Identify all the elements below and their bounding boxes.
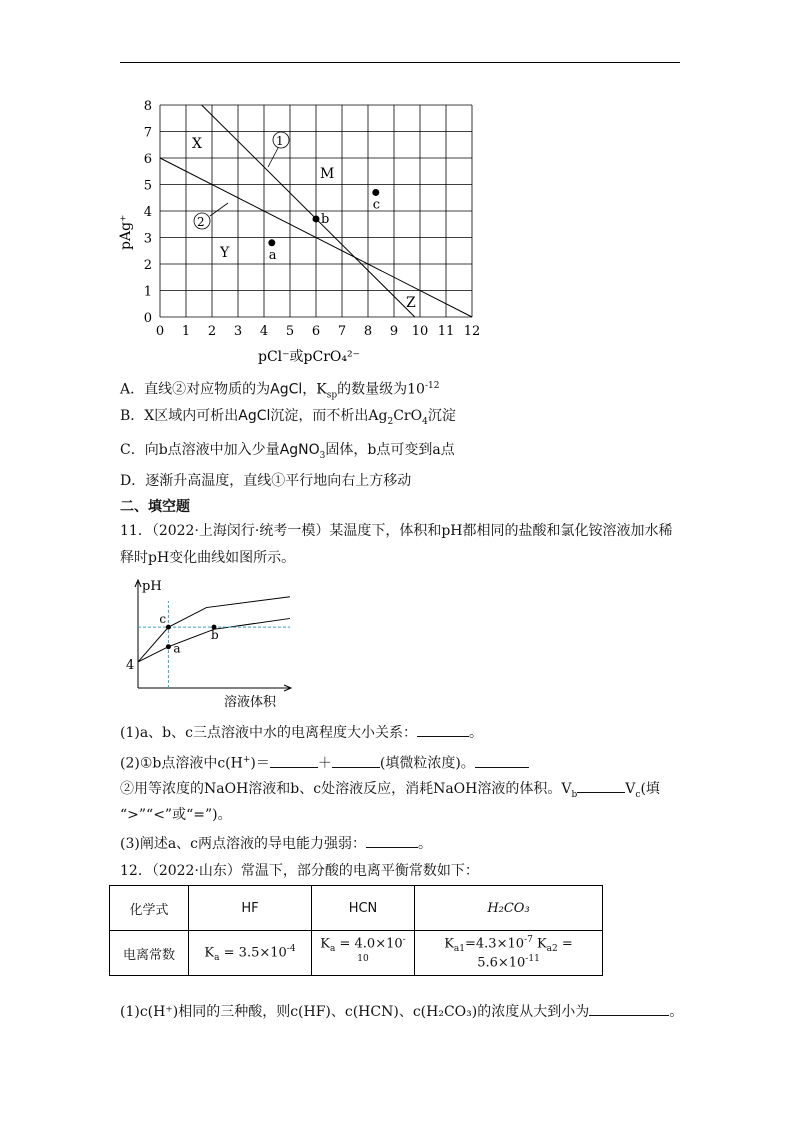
data-point — [166, 625, 171, 630]
section-heading: 二、填空题 — [120, 499, 190, 515]
q11-part4: (3)阐述a、c两点溶液的导电能力强弱： 。 — [120, 833, 432, 854]
chart1-points — [268, 189, 380, 263]
chart1-grid — [160, 105, 472, 317]
precipitation-chart — [118, 95, 500, 370]
line2-label: 2 — [197, 215, 205, 229]
table-header-cell: 化学式 — [110, 886, 189, 931]
q11-part3-cont: “>”“<”或“=”)。 — [120, 807, 232, 823]
x-tick-label: 2 — [207, 324, 217, 339]
line2-pointer — [210, 203, 228, 216]
y-tick-label: 6 — [143, 152, 152, 167]
q12-part1: (1)c(H⁺)相同的三种酸，则c(HF)、c(HCN)、c(H₂CO₃)的浓度从大到小为 。 — [120, 1001, 683, 1022]
point-label: b — [211, 628, 219, 643]
chart1-ylabel: pAg⁺ — [118, 214, 134, 250]
point-label: a — [173, 641, 181, 656]
y-tick-label: 0 — [143, 311, 152, 326]
x-tick-label: 5 — [285, 324, 295, 339]
point-label: c — [372, 197, 381, 213]
option-d: D．逐渐升高温度，直线①平行地向右上方移动 — [120, 473, 412, 489]
x-tick-label: 0 — [155, 324, 165, 339]
answer-blank-7[interactable] — [589, 1001, 669, 1016]
answer-blank-3[interactable] — [332, 753, 380, 768]
x-tick-label: 9 — [389, 324, 399, 339]
answer-blank-2[interactable] — [270, 753, 318, 768]
line1-pointer — [268, 148, 278, 167]
x-tick-label: 12 — [463, 324, 481, 339]
region-y: Y — [220, 245, 230, 261]
point-label: b — [321, 211, 330, 227]
table-row — [110, 931, 603, 976]
option-a: A．直线②对应物质的为AgCl，$K_{sp}$的数量级为$10^{-12}$ — [120, 381, 440, 401]
chart2-ylabel: pH — [142, 579, 162, 594]
data-point — [268, 239, 275, 246]
chart2-xlabel: 溶液体积 — [224, 695, 277, 710]
chart2-ytick: 4 — [126, 658, 135, 673]
q11-part2: (2)①b点溶液中c(H+)＝ ＋ (填微粒浓度)。 — [120, 750, 529, 774]
point-label: a — [268, 247, 277, 263]
q12-line1: 12．（2022·山东）常温下，部分酸的电离平衡常数如下： — [120, 863, 479, 879]
region-x: X — [192, 136, 202, 152]
line1-label: 1 — [276, 134, 284, 148]
answer-blank-1[interactable] — [417, 722, 469, 737]
option-b: B．X区域内可析出AgCl沉淀，而不析出$Ag_2CrO_4$沉淀 — [120, 408, 456, 427]
x-tick-label: 7 — [337, 324, 347, 339]
table-header-cell: HCN — [312, 886, 415, 931]
option-c: C．向b点溶液中加入少量AgNO$_3$固体，b点可变到a点 — [120, 442, 455, 461]
point-label: c — [159, 612, 167, 627]
y-tick-label: 3 — [143, 231, 152, 247]
table-cell-hf: $K_a = 3.5\times 10^{-4}$ — [189, 931, 312, 976]
y-tick-label: 5 — [143, 178, 152, 194]
answer-blank-4[interactable] — [475, 753, 529, 768]
x-tick-label: 3 — [233, 324, 243, 339]
ionization-constants-table — [109, 885, 603, 976]
q11-line1: 11．（2022·上海闵行·统考一模）某温度下，体积和pH都相同的盐酸和氯化铵溶液加水稀 — [120, 523, 673, 539]
x-tick-label: 8 — [363, 324, 373, 339]
q11-line2: 释时pH变化曲线如图所示。 — [120, 550, 296, 566]
q11-part3: ②用等浓度的NaOH溶液和b、c处溶液反应，消耗NaOH溶液的体积。$V_b$ $V_c$(填 — [120, 778, 660, 805]
data-point — [372, 189, 379, 196]
y-tick-label: 2 — [143, 258, 152, 273]
table-cell-h2co3: $K_{a1}=4.3\times 10^{-7}$ $K_{a2} = 5.6\times 10^{-11}$ — [415, 931, 603, 976]
table-header-cell: HF — [189, 886, 312, 931]
y-tick-label: 1 — [143, 284, 152, 300]
table-header-row — [110, 886, 603, 931]
answer-blank-5[interactable] — [577, 778, 625, 793]
y-tick-label: 7 — [143, 125, 152, 141]
y-tick-label: 8 — [143, 99, 152, 114]
region-m: M — [320, 166, 335, 182]
answer-blank-6[interactable] — [366, 833, 418, 848]
chart2-body — [135, 580, 291, 691]
x-tick-label: 11 — [437, 324, 455, 339]
y-tick-label: 4 — [143, 205, 152, 220]
region-z: Z — [406, 295, 416, 311]
data-point — [166, 644, 171, 649]
data-point — [313, 215, 320, 222]
x-tick-label: 10 — [411, 324, 429, 339]
ph-dilution-chart — [120, 578, 300, 710]
header-rule — [120, 62, 680, 63]
x-tick-label: 1 — [181, 324, 191, 339]
table-row-label: 电离常数 — [110, 931, 189, 976]
chart1-xlabel: pCl⁻或pCrO₄²⁻ — [258, 349, 360, 365]
x-tick-label: 4 — [259, 324, 269, 339]
table-header-cell: H₂CO₃ — [415, 886, 603, 931]
x-tick-label: 6 — [311, 324, 321, 339]
q11-part1: (1)a、b、c三点溶液中水的电离程度大小关系： 。 — [120, 722, 483, 743]
table-cell-hcn: $K_a = 4.0\times 10^{-10}$ — [312, 931, 415, 976]
